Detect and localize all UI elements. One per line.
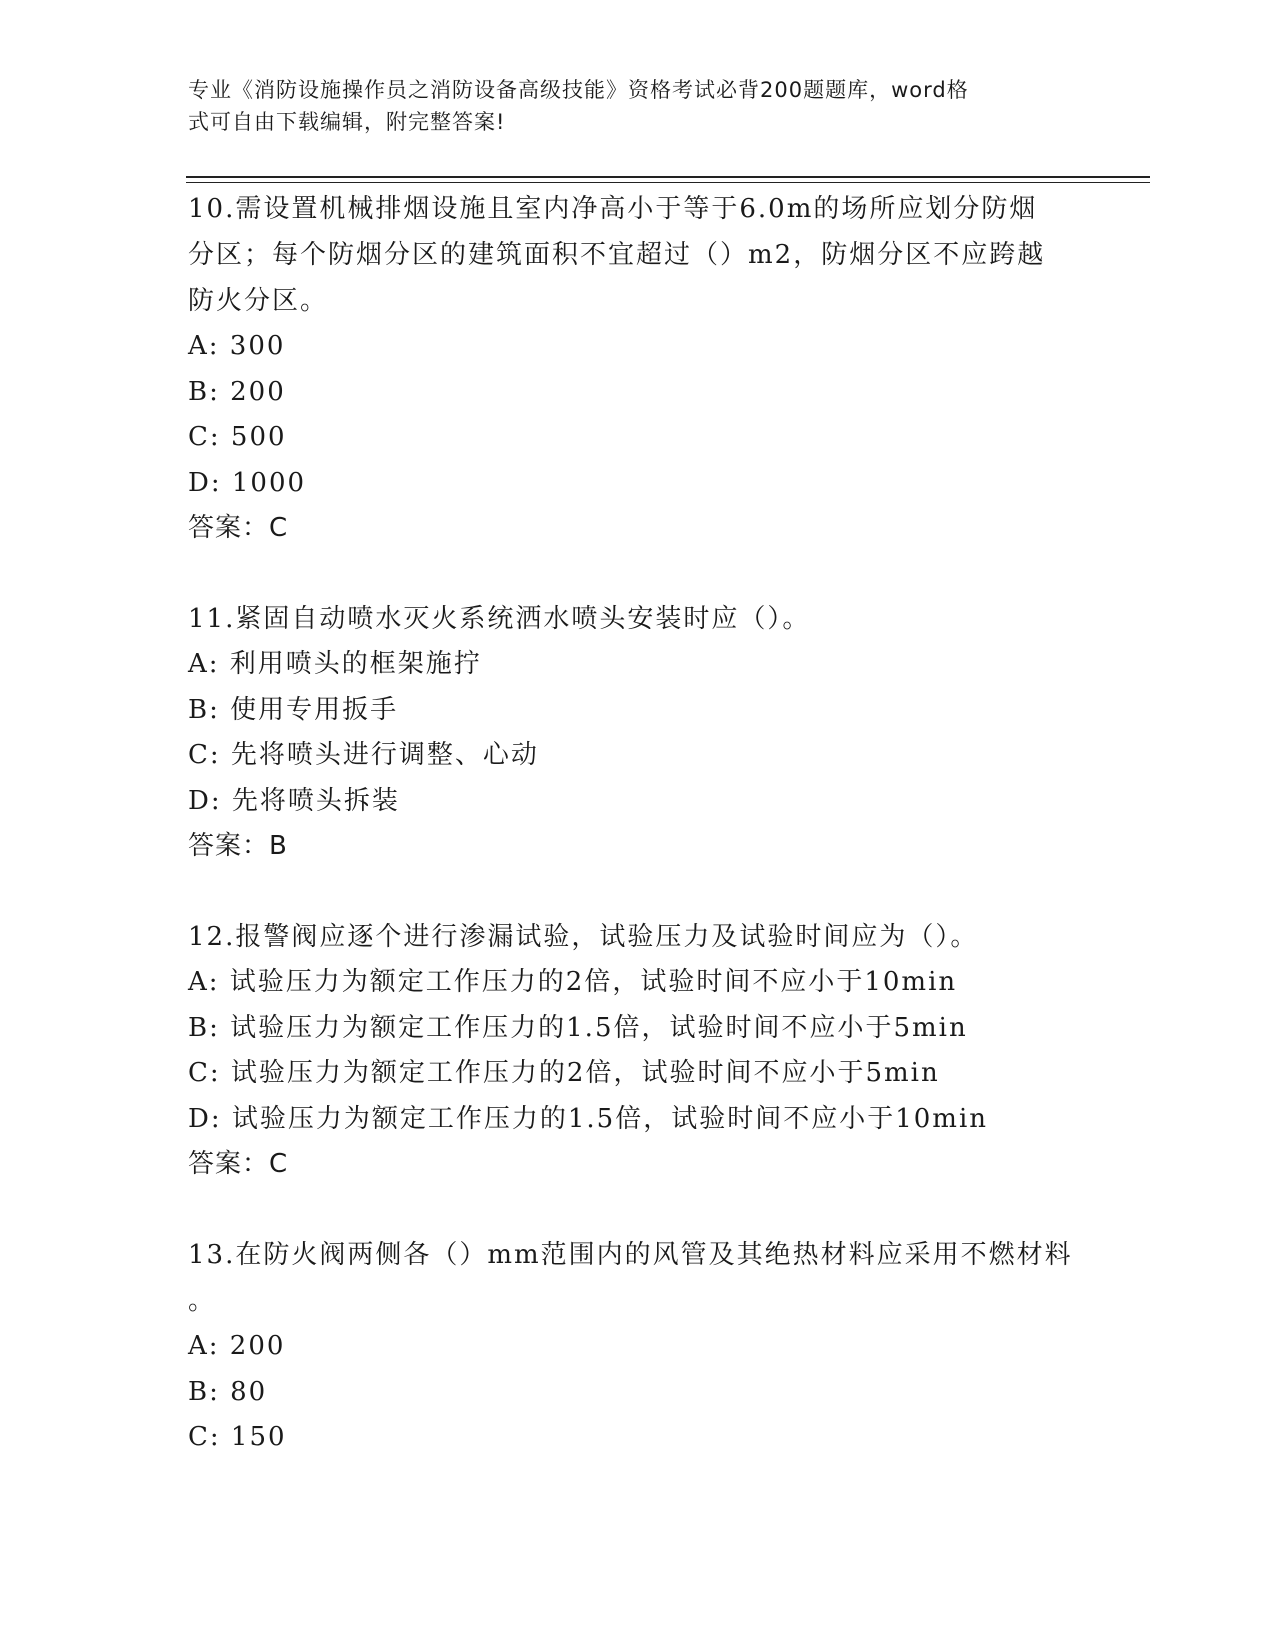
- question-stem-line: 11.紧固自动喷水灭火系统洒水喷头安装时应（）。: [188, 604, 811, 634]
- option-b: B: 200: [188, 376, 286, 407]
- answer-line: 答案：B: [188, 831, 288, 861]
- option-a: A: 300: [188, 331, 286, 361]
- question-spacer: [188, 551, 1088, 596]
- question-stem-line: 13.在防火阀两侧各（）mm范围内的风管及其绝热材料应采用不燃材料: [188, 1240, 1073, 1270]
- question-spacer: [188, 1187, 1088, 1232]
- answer-line: 答案：C: [188, 513, 289, 543]
- option-c: C: 500: [188, 422, 287, 452]
- document-header: [188, 74, 1068, 138]
- question-11: [188, 596, 1088, 869]
- question-10: [188, 186, 1088, 551]
- option-d: D: 试验压力为额定工作压力的1.5倍，试验时间不应小于10min: [188, 1103, 989, 1134]
- option-c: C: 150: [188, 1422, 287, 1452]
- header-rule-thin: [186, 182, 1150, 183]
- header-line-2: 式可自由下载编辑，附完整答案!: [188, 110, 506, 134]
- option-d: D: 1000: [188, 467, 307, 498]
- question-13: [188, 1232, 1088, 1461]
- option-a: A: 利用喷头的框架施拧: [188, 649, 482, 679]
- answer-line: 答案：C: [188, 1149, 289, 1179]
- option-b: B: 使用专用扳手: [188, 694, 399, 725]
- question-12: [188, 914, 1088, 1187]
- option-b: B: 80: [188, 1376, 268, 1407]
- option-c: C: 先将喷头进行调整、心动: [188, 740, 539, 770]
- option-a: A: 试验压力为额定工作压力的2倍，试验时间不应小于10min: [188, 967, 958, 997]
- question-stem-line: 防火分区。: [188, 286, 329, 316]
- option-c: C: 试验压力为额定工作压力的2倍，试验时间不应小于5min: [188, 1058, 940, 1088]
- question-stem-line: 分区；每个防烟分区的建筑面积不宜超过（）m2，防烟分区不应跨越: [188, 240, 1046, 270]
- question-spacer: [188, 869, 1088, 914]
- question-stem-line: 。: [188, 1286, 217, 1316]
- option-a: A: 200: [188, 1331, 286, 1361]
- question-stem-line: 12.报警阀应逐个进行渗漏试验，试验压力及试验时间应为（）。: [188, 922, 979, 952]
- questions-list: [188, 186, 1088, 1461]
- header-line-1: 专业《消防设施操作员之消防设备高级技能》资格考试必背200题题库，word格: [188, 78, 969, 102]
- header-rule-thick: [186, 176, 1150, 178]
- option-d: D: 先将喷头拆装: [188, 785, 400, 816]
- option-b: B: 试验压力为额定工作压力的1.5倍，试验时间不应小于5min: [188, 1012, 968, 1043]
- question-stem-line: 10.需设置机械排烟设施且室内净高小于等于6.0m的场所应划分防烟: [188, 194, 1038, 224]
